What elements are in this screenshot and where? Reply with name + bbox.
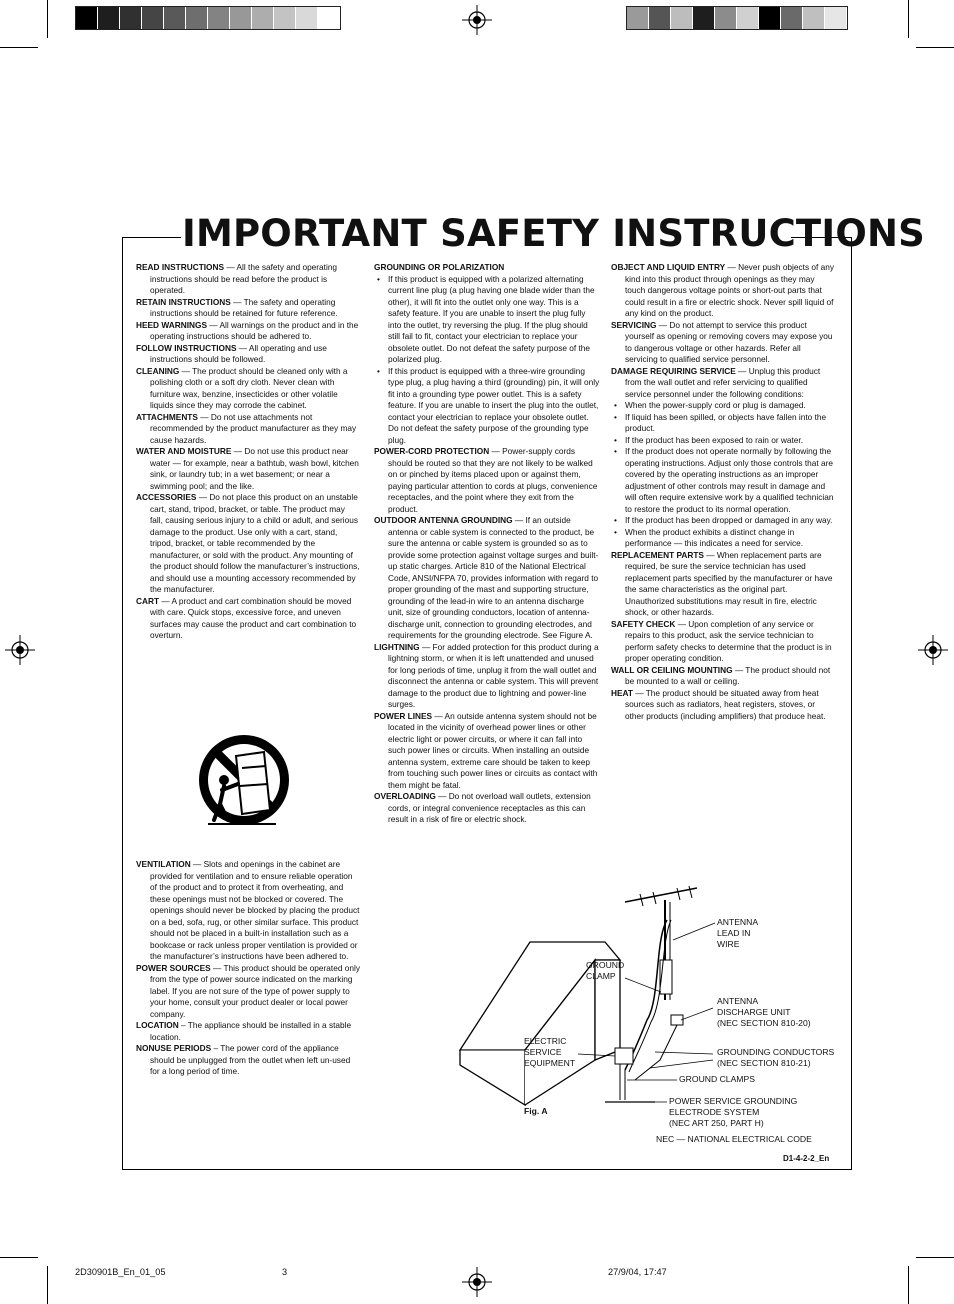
instruction-item: REPLACEMENT PARTS — When replacement parts are required, be sure the service technician has used replacement parts specified by the manufacturer or have the same characteristics as the original part. Unauthorized substitutions may result in fire, electric shock, or other hazards. (611, 549, 833, 617)
instruction-item: WALL OR CEILING MOUNTING — The product should not be mounted to a wall or ceiling. (611, 664, 831, 686)
color-swatch (252, 7, 274, 29)
bullet-item: • If the product has been dropped or damaged in any way. (611, 515, 835, 527)
bullet-item: • If the product does not operate normally by following the operating instructions. Adjust only those controls that are covered by the operating instructions as an improper adjustment of other controls may result in damage and will often require extensive work by a qualified technician to restore the product to its normal operation. (611, 446, 835, 515)
instruction-item: CLEANING — The product should be cleaned only with a polishing cloth or a soft dry cloth. Never clean with furniture wax, benzine, insecticides or other volatile liquids since they may corrode the cabinet. (136, 365, 348, 410)
label-discharge-unit: ANTENNA DISCHARGE UNIT (NEC SECTION 810-20) (717, 996, 811, 1028)
label-ground-clamp: GROUND CLAMP (586, 960, 625, 981)
section-heading: GROUNDING OR POLARIZATION (374, 262, 505, 272)
instruction-item: DAMAGE REQUIRING SERVICE — Unplug this product from the wall outlet and refer servicing to qualified service personnel under the following conditions: (611, 365, 821, 399)
label-electrode-system: POWER SERVICE GROUNDING ELECTRODE SYSTEM (NEC ART 250, PART H) (669, 1096, 798, 1128)
color-swatch (296, 7, 318, 29)
instruction-item: POWER-CORD PROTECTION — Power-supply cords should be routed so that they are not likely to be walked on or pinched by items placed upon or against them, paying particular attention to cords at plugs, convenience receptacles, and the point where they exit from the product. (374, 446, 598, 514)
instruction-item: LIGHTNING — For added protection for this product during a lightning storm, or when it is left unattended and unused for long periods of time, unplug it from the wall outlet and disconnect the antenna or cable system. This will prevent damage to the product due to lightning and power-line surges. (374, 641, 599, 709)
page-title: IMPORTANT SAFETY INSTRUCTIONS (182, 212, 925, 255)
crop-mark (908, 0, 909, 38)
color-swatch (759, 7, 781, 29)
color-swatch (715, 7, 737, 29)
crop-mark (916, 1257, 954, 1258)
color-swatch (737, 7, 759, 29)
instruction-item: VENTILATION — Slots and openings in the cabinet are provided for ventilation and to ensure reliable operation of the product and to protect it from overheating, and these openings must not be blocked or covered. The openings should never be blocked by placing the product on a bed, sofa, rug, or other similar surface. This product should not be placed in a built-in installation such as a bookcase or rack unless proper ventilation is provided or the manufacturer’s instructions have been adhered to. (136, 859, 360, 961)
color-swatch (627, 7, 649, 29)
bullet-item: • If liquid has been spilled, or objects have fallen into the product. (611, 412, 835, 435)
color-swatch (230, 7, 252, 29)
color-swatch (142, 7, 164, 29)
column-1 (136, 262, 360, 642)
bullet-item: • When the product exhibits a distinct change in performance — this indicates a need for service. (611, 527, 835, 550)
doc-code: D1-4-2-2_En (783, 1154, 830, 1163)
figure-caption: Fig. A (524, 1106, 548, 1116)
instruction-item: HEAT — The product should be situated away from heat sources such as radiators, heat registers, stoves, or other products (including amplifiers) that produce heat. (611, 687, 826, 721)
bullet-item: • If this product is equipped with a three-wire grounding type plug, a plug having a third (grounding) pin, it will only fit into a grounding type power outlet. This is a safety feature. If you are unable to insert the plug into the outlet, contact your electrician to replace your obsolete outlet. Do not defeat the safety purpose of the grounding type plug. (374, 366, 600, 447)
crop-mark (0, 47, 38, 48)
color-strip-left (75, 6, 341, 30)
color-swatch (693, 7, 715, 29)
crop-mark (916, 47, 954, 48)
instruction-item: FOLLOW INSTRUCTIONS — All operating and use instructions should be followed. (136, 342, 327, 364)
instruction-item: POWER LINES — An outside antenna system should not be located in the vicinity of overhead power lines or other electric light or power circuits, or where it can fall into such power lines or circuits. When installing an outside antenna system, extreme care should be taken to keep from touching such power lines or circuits as contact with them might be fatal. (374, 710, 598, 790)
registration-mark-bottom (462, 1267, 492, 1297)
column-2 (374, 262, 600, 826)
color-swatch (781, 7, 803, 29)
instruction-item: RETAIN INSTRUCTIONS — The safety and operating instructions should be retained for future reference. (136, 296, 338, 318)
bullet-item: • If the product has been exposed to rain or water. (611, 435, 835, 447)
column-1b (136, 859, 360, 1078)
instruction-item: OBJECT AND LIQUID ENTRY — Never push objects of any kind into this product through openings as they may touch dangerous voltage points or short-out parts that could result in a fire or electric shock. Never spill liquid of any kind on the product. (611, 262, 835, 318)
instruction-item: SAFETY CHECK — Upon completion of any service or repairs to this product, ask the service technician to perform safety checks to determine that the product is in proper operating condition. (611, 618, 832, 663)
instruction-item: WATER AND MOISTURE — Do not use this product near water — for example, near a bathtub, wash bowl, kitchen sink, or laundry tub; in a wet basement; or near a swimming pool; and the like. (136, 446, 359, 491)
color-strip-right (626, 6, 848, 30)
color-swatch (186, 7, 208, 29)
label-grounding-conductors: GROUNDING CONDUCTORS (NEC SECTION 810-21) (717, 1047, 835, 1068)
registration-mark-top (462, 5, 492, 35)
instruction-item: SERVICING — Do not attempt to service this product yourself as opening or removing covers may expose you to dangerous voltage or other hazards. Refer all servicing to qualified service personnel. (611, 319, 833, 364)
color-swatch (649, 7, 671, 29)
crop-mark (47, 1266, 48, 1304)
footer-filename: 2D30901B_En_01_05 (75, 1267, 166, 1277)
instruction-item: ACCESSORIES — Do not place this product on an unstable cart, stand, tripod, bracket, or table. The product may fall, causing serious injury to a child or adult, and serious damage to the product. Use only with a cart, stand, tripod, bracket, or table recommended by the manufacturer, or sold with the product. Any mounting of the product should follow the manufacturer’s instructions, and should use a mounting accessory recommended by the manufacturer. (136, 492, 360, 594)
color-swatch (98, 7, 120, 29)
color-swatch (208, 7, 230, 29)
label-ground-clamps: GROUND CLAMPS (679, 1074, 755, 1084)
column-3 (611, 262, 835, 722)
registration-mark-right (918, 635, 948, 665)
instruction-item: OUTDOOR ANTENNA GROUNDING — If an outside antenna or cable system is connected to the product, be sure the antenna or cable system is grounded so as to provide some protection against voltage surges and built-up static charges. Article 810 of the National Electrical Code, ANSI/NFPA 70, provides information with regard to proper grounding of the mast and supporting structure, grounding of the lead-in wire to an antenna discharge unit, size of grounding conductors, location of antenna-discharge unit, connection to grounding electrodes, and requirements for the grounding electrode. See Figure A. (374, 515, 599, 640)
color-swatch (671, 7, 693, 29)
instruction-item: HEED WARNINGS — All warnings on the product and in the operating instructions should be adhered to. (136, 319, 359, 341)
color-swatch (803, 7, 825, 29)
color-swatch (825, 7, 847, 29)
label-electric-service: ELECTRIC SERVICE EQUIPMENT (524, 1036, 576, 1068)
crop-mark (908, 1266, 909, 1304)
instruction-item: NONUSE PERIODS – The power cord of the appliance should be unplugged from the outlet when left un-used for a long period of time. (136, 1043, 351, 1076)
instruction-item: LOCATION – The appliance should be installed in a stable location. (136, 1020, 352, 1042)
cart-tipover-warning-icon (194, 734, 296, 830)
color-swatch (164, 7, 186, 29)
color-swatch (120, 7, 142, 29)
instruction-item: ATTACHMENTS — Do not use attachments not recommended by the product manufacturer as they may cause hazards. (136, 411, 357, 445)
instruction-item: READ INSTRUCTIONS — All the safety and operating instructions should be read before the product is operated. (136, 262, 338, 295)
label-antenna-lead: ANTENNA LEAD IN WIRE (717, 917, 759, 949)
label-nec: NEC — NATIONAL ELECTRICAL CODE (656, 1134, 812, 1144)
crop-mark (47, 0, 48, 38)
bullet-item: • If this product is equipped with a polarized alternating current line plug (a plug having one blade wider than the other), it will fit into the outlet only one way. This is a safety feature. If you are unable to insert the plug fully into the outlet, try reversing the plug. If the plug should still fail to fit, contact your electrician to replace your obsolete outlet. Do not defeat the safety purpose of the polarized plug. (374, 274, 600, 366)
bullet-item: • When the power-supply cord or plug is damaged. (611, 400, 835, 412)
footer-date: 27/9/04, 17:47 (608, 1267, 667, 1277)
color-swatch (76, 7, 98, 29)
footer-page-number: 3 (282, 1267, 288, 1277)
registration-mark-left (5, 635, 35, 665)
color-swatch (318, 7, 340, 29)
color-swatch (274, 7, 296, 29)
instruction-item: CART — A product and cart combination should be moved with care. Quick stops, excessive force, and uneven surfaces may cause the product and cart combination to overturn. (136, 595, 357, 640)
crop-mark (0, 1257, 38, 1258)
instruction-item: POWER SOURCES — This product should be operated only from the type of power source indicated on the marking label. If you are not sure of the type of power supply to your home, consult your product dealer or local power company. (136, 962, 360, 1019)
instruction-item: OVERLOADING — Do not overload wall outlets, extension cords, or integral convenience receptacles as this can result in a risk of fire or electric shock. (374, 791, 591, 824)
